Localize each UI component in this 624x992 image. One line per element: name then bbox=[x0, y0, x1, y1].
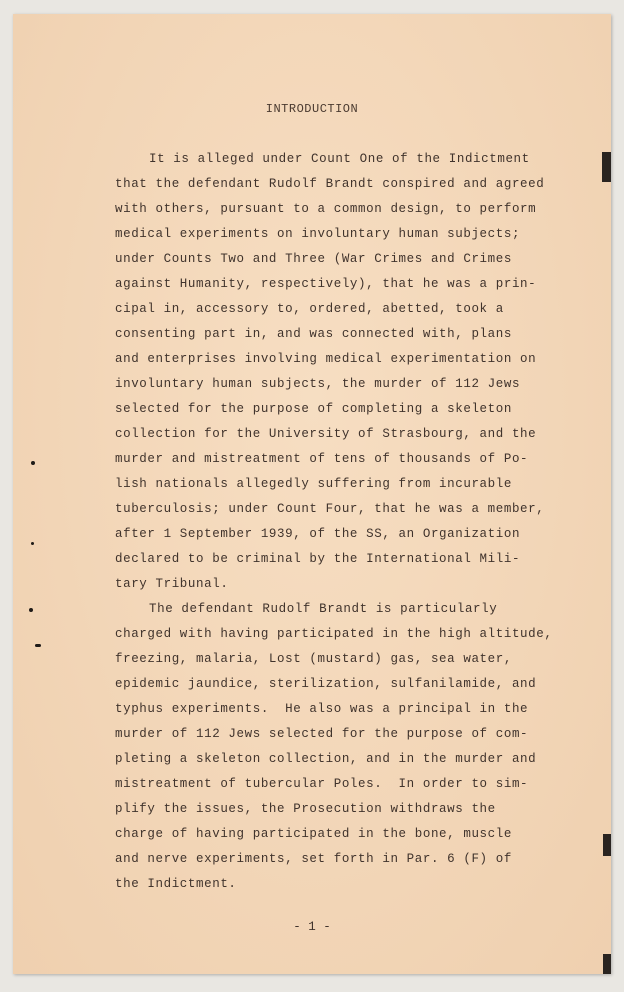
text-line: against Humanity, respectively), that he was a prin- bbox=[115, 277, 537, 291]
text-line: declared to be criminal by the International Mili- bbox=[115, 552, 521, 566]
text-line: the Indictment. bbox=[115, 877, 237, 891]
document-heading: INTRODUCTION bbox=[265, 102, 359, 116]
text-line: under Counts Two and Three (War Crimes and Crimes bbox=[115, 252, 512, 266]
text-line: with others, pursuant to a common design, to perform bbox=[115, 202, 537, 216]
text-line: involuntary human subjects, the murder of 112 Jews bbox=[115, 377, 521, 391]
text-line: plify the issues, the Prosecution withdraws the bbox=[115, 802, 496, 816]
edge-mark bbox=[603, 834, 611, 856]
text-line: collection for the University of Strasbourg, and the bbox=[115, 427, 537, 441]
punch-mark bbox=[29, 608, 33, 612]
text-line: typhus experiments. He also was a principal in the bbox=[115, 702, 529, 716]
text-line: tary Tribunal. bbox=[115, 577, 229, 591]
document-page bbox=[13, 14, 611, 974]
text-line: and enterprises involving medical experimentation on bbox=[115, 352, 537, 366]
text-line: It is alleged under Count One of the Indictment bbox=[149, 152, 530, 166]
text-line: lish nationals allegedly suffering from incurable bbox=[115, 477, 512, 491]
text-line: after 1 September 1939, of the SS, an Organization bbox=[115, 527, 521, 541]
text-line: cipal in, accessory to, ordered, abetted, took a bbox=[115, 302, 504, 316]
page-number: - 1 - bbox=[293, 920, 331, 934]
text-line: selected for the purpose of completing a skeleton bbox=[115, 402, 512, 416]
text-line: and nerve experiments, set forth in Par. 6 (F) of bbox=[115, 852, 512, 866]
edge-mark bbox=[602, 152, 611, 182]
text-line: charge of having participated in the bone, muscle bbox=[115, 827, 512, 841]
punch-mark bbox=[31, 461, 35, 465]
text-line: murder of 112 Jews selected for the purpose of com- bbox=[115, 727, 529, 741]
text-line: that the defendant Rudolf Brandt conspired and agreed bbox=[115, 177, 545, 191]
text-line: epidemic jaundice, sterilization, sulfanilamide, and bbox=[115, 677, 537, 691]
text-line: The defendant Rudolf Brandt is particularly bbox=[149, 602, 498, 616]
text-line: murder and mistreatment of tens of thousands of Po- bbox=[115, 452, 529, 466]
text-line: charged with having participated in the high altitude, bbox=[115, 627, 553, 641]
text-line: freezing, malaria, Lost (mustard) gas, sea water, bbox=[115, 652, 512, 666]
text-line: pleting a skeleton collection, and in the murder and bbox=[115, 752, 537, 766]
text-line: medical experiments on involuntary human subjects; bbox=[115, 227, 521, 241]
punch-mark bbox=[31, 542, 34, 545]
text-line: tuberculosis; under Count Four, that he was a member, bbox=[115, 502, 545, 516]
edge-mark bbox=[603, 954, 611, 974]
text-line: mistreatment of tubercular Poles. In order to sim- bbox=[115, 777, 529, 791]
punch-mark bbox=[35, 644, 41, 647]
text-line: consenting part in, and was connected with, plans bbox=[115, 327, 512, 341]
